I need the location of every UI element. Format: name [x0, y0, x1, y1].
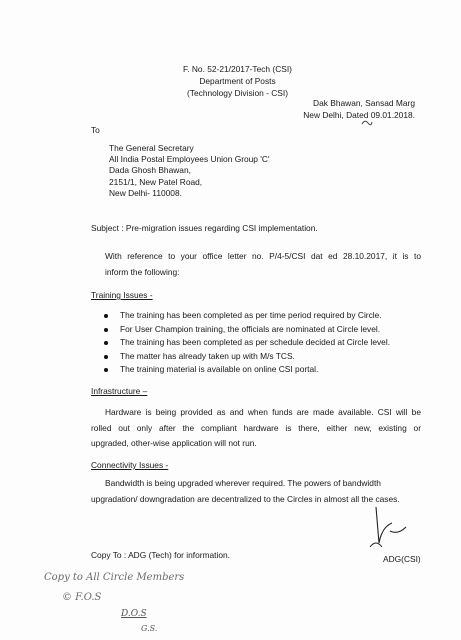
- handwritten-note: Copy to All Circle Members: [44, 572, 185, 583]
- bullet-icon: [104, 368, 108, 372]
- subject-line: Subject : Pre-migration issues regarding CSI implementation.: [91, 223, 318, 233]
- list-item: For User Champion training, the officials are nominated at Circle level.: [104, 323, 390, 337]
- file-number: F. No. 52-21/2017-Tech (CSI): [183, 64, 292, 74]
- handwritten-note: © F.O.S: [62, 592, 102, 603]
- infrastructure-line: Hardware is being provided as and when funds are made available. CSI will be: [105, 407, 421, 417]
- connectivity-line: upgradation/ downgradation are decentralized to the Circles in almost all the cases.: [91, 493, 400, 504]
- copy-to-line: Copy To : ADG (Tech) for information.: [91, 550, 231, 560]
- place-line: Dak Bhawan, Sansad Marg: [313, 98, 415, 108]
- handwritten-date-mark: [360, 118, 374, 128]
- training-list: [104, 309, 390, 377]
- addressee-line: The General Secretary: [109, 143, 194, 153]
- infrastructure-line: rolled out only after the compliant hardware is there, either new, existing or: [91, 422, 421, 433]
- bullet-icon: [104, 328, 108, 332]
- letter-header: [150, 63, 325, 99]
- signatory-designation: ADG(CSI): [383, 554, 421, 564]
- bullet-icon: [104, 314, 108, 318]
- bullet-icon: [104, 341, 108, 345]
- infrastructure-heading: Infrastructure –: [91, 386, 148, 396]
- addressee-line: All India Postal Employees Union Group 'C': [109, 154, 270, 165]
- infrastructure-paragraph: [91, 405, 421, 452]
- signature-image: [362, 503, 412, 553]
- infrastructure-line: upgraded, other-wise application will not run.: [91, 438, 257, 448]
- list-item: The training has been completed as per time period required by Circle.: [104, 309, 390, 323]
- list-item: The matter has already taken up with M/s TCS.: [104, 350, 390, 364]
- bullet-icon: [104, 355, 108, 359]
- addressee-block: [109, 143, 270, 199]
- to-label: To: [91, 125, 100, 135]
- intro-line: inform the following:: [105, 266, 180, 277]
- handwritten-note: D.O.S: [121, 609, 147, 619]
- intro-paragraph: [105, 249, 421, 280]
- addressee-line: New Delhi- 110008.: [109, 187, 182, 198]
- list-item: The training material is available on online CSI portal.: [104, 363, 390, 377]
- addressee-line: 2151/1, New Patel Road,: [109, 176, 203, 187]
- list-item: The training has been completed as per schedule decided at Circle level.: [104, 336, 390, 350]
- addressee-line: Dada Ghosh Bhawan,: [109, 165, 191, 176]
- handwritten-note: G.S.: [141, 624, 158, 633]
- division-name: (Technology Division - CSI): [187, 88, 288, 98]
- connectivity-heading: Connectivity Issues -: [91, 460, 169, 470]
- training-heading: Training Issues -: [91, 290, 153, 300]
- department-name: Department of Posts: [199, 76, 276, 86]
- connectivity-line: Bandwidth is being upgraded wherever required. The powers of bandwidth: [105, 478, 381, 488]
- intro-line: With reference to your office letter no. P/4-5/CSI dat ed 28.10.2017, it is to: [105, 251, 421, 261]
- date-line: New Delhi, Dated 09.01.2018.: [303, 110, 415, 120]
- place-date-block: [255, 97, 415, 121]
